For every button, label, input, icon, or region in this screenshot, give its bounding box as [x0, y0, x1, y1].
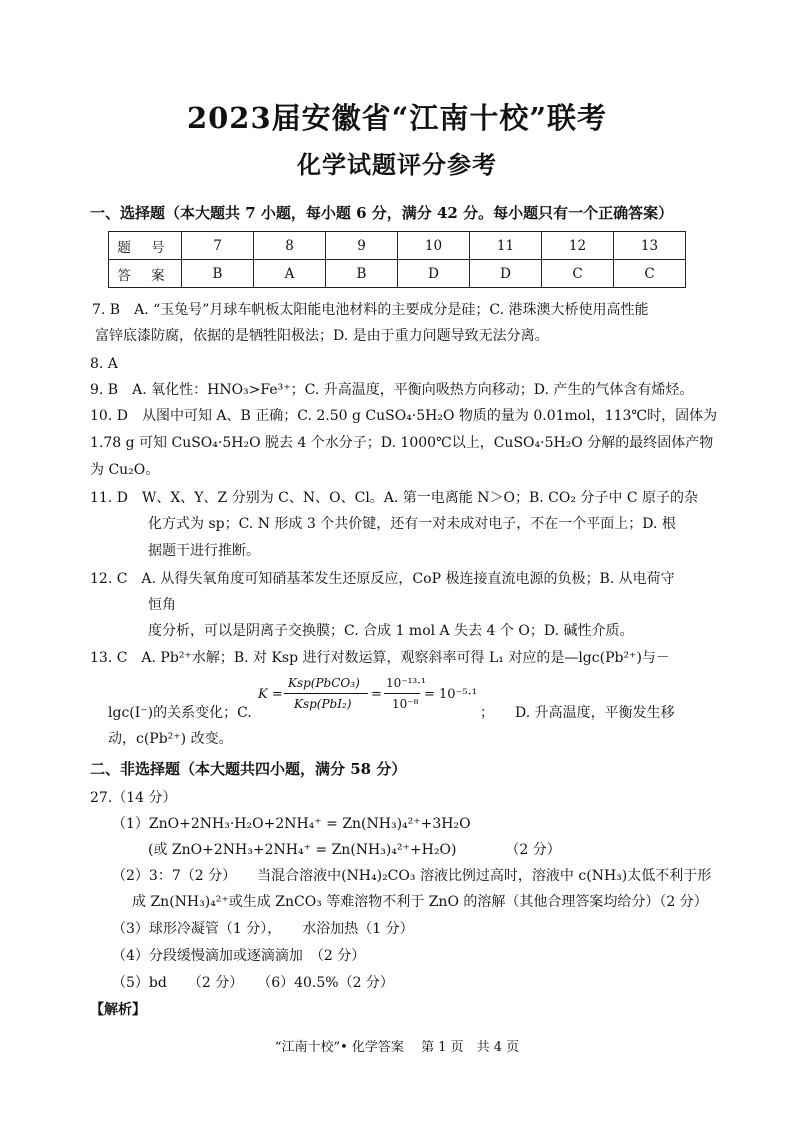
text-line: 13. C A. Pb²⁺水解；B. 对 Ksp 进行对数运算，观察斜率可得 L₁ 对应的是—lgc(Pb²⁺)与－ [90, 650, 670, 666]
formula-lhs: K = [258, 687, 283, 702]
text-line: ； D. 升高温度，平衡发生移 [480, 705, 675, 721]
q27-line: （1）ZnO+2NH₃·H₂O+2NH₄⁺ = Zn(NH₃)₄²⁺+3H₂O [112, 816, 471, 832]
q27-line: （3）球形冷凝管（1 分）， 水浴加热（1 分） [112, 921, 414, 937]
text-line: 1.78 g 可知 CuSO₄·5H₂O 脱去 4 个水分子；D. 1000℃以上，CuSO₄·5H₂O 分解的最终固体产物 [90, 435, 714, 451]
analysis-label: 【解析】 [90, 1002, 146, 1018]
fraction-bar [284, 693, 368, 694]
q27-line: 27.（14 分） [90, 790, 177, 806]
table-cell: D [470, 260, 542, 288]
table-cell: 7 [182, 232, 254, 260]
text-line: 7. B A. “玉兔号”月球车帆板太阳能电池材料的主要成分是硅；C. 港珠澳大桥使用高性能 [92, 302, 649, 318]
q27-line: （4）分段缓慢滴加或逐滴滴加 （2 分） [112, 948, 366, 964]
table-cell: 11 [470, 232, 542, 260]
text-line: 富锌底漆防腐，依据的是牺牲阳极法；D. 是由于重力问题导致无法分离。 [95, 328, 549, 344]
text-line: 12. C A. 从得失氧角度可知硝基苯发生还原反应，CoP 极连接直流电源的负极；B. 从电荷守 [90, 571, 675, 587]
q27-line: (或 ZnO+2NH₃+2NH₄⁺ = Zn(NH₃)₄²⁺+H₂O) （2 分） [148, 842, 561, 858]
table-cell: 12 [542, 232, 614, 260]
section-2-heading: 二、非选择题（本大题共四小题，满分 58 分） [90, 760, 407, 778]
text-line: 10. D 从图中可知 A、B 正确；C. 2.50 g CuSO₄·5H₂O 物质的量为 0.01mol，113℃时，固体为 [90, 408, 718, 424]
page-title: 2023届安徽省“江南十校”联考 [186, 101, 608, 135]
table-cell: 9 [326, 232, 398, 260]
page-footer: “江南十校”• 化学答案 第 1 页 共 4 页 [274, 1040, 520, 1055]
text-line: 据题干进行推断。 [148, 543, 260, 559]
formula-denominator-2: 10⁻⁸ [392, 697, 419, 711]
table-cell: A [254, 260, 326, 288]
formula-numerator: Ksp(PbCO₃) [288, 676, 360, 690]
q27-line: （2）3：7（2 分） 当混合溶液中(NH₄)₂CO₃ 溶液比例过高时，溶液中 c(NH₃)太低不利于形 [112, 868, 712, 884]
table-cell: D [398, 260, 470, 288]
q27-line: （5）bd （2 分） （6）40.5%（2 分） [112, 975, 394, 991]
table-header-label: 题 号 [109, 232, 182, 260]
fraction-bar [384, 693, 420, 694]
table-answer-label: 答 案 [109, 260, 182, 288]
table-cell: 8 [254, 232, 326, 260]
text-line: 动，c(Pb²⁺) 改变。 [108, 731, 233, 747]
answer-table [108, 231, 686, 288]
text-line: lgc(I⁻)的关系变化；C. [108, 705, 252, 721]
q27-line: 成 Zn(NH₃)₄²⁺或生成 ZnCO₃ 等难溶物不利于 ZnO 的溶解（其他合理答案均给分）（2 分） [132, 894, 708, 910]
table-cell: B [326, 260, 398, 288]
text-line: 度分析，可以是阴离子交换膜；C. 合成 1 mol A 失去 4 个 O；D. 碱性介质。 [148, 623, 634, 639]
table-cell: C [614, 260, 686, 288]
table-row [109, 260, 686, 288]
text-line: 11. D W、X、Y、Z 分别为 C、N、O、Cl。A. 第一电离能 N＞O；B. CO₂ 分子中 C 原子的杂 [90, 490, 699, 506]
table-cell: C [542, 260, 614, 288]
page-subtitle: 化学试题评分参考 [297, 150, 497, 179]
table-row [109, 232, 686, 260]
formula-denominator: Ksp(PbI₂) [294, 697, 352, 711]
table-cell: 10 [398, 232, 470, 260]
text-line: 为 Cu₂O。 [90, 462, 160, 478]
table-cell: B [182, 260, 254, 288]
text-line: 恒角 [148, 597, 176, 613]
text-line: 9. B A. 氧化性：HNO₃>Fe³⁺；C. 升高温度，平衡向吸热方向移动；D. 产生的气体含有烯烃。 [90, 382, 694, 398]
formula-equals: = [371, 687, 382, 702]
text-line: 8. A [90, 356, 118, 372]
table-cell: 13 [614, 232, 686, 260]
section-1-heading: 一、选择题（本大题共 7 小题，每小题 6 分，满分 42 分。每小题只有一个正确答案） [90, 204, 674, 222]
formula-numerator-2: 10⁻¹³·¹ [386, 676, 426, 690]
text-line: 化方式为 sp；C. N 形成 3 个共价键，还有一对未成对电子，不在一个平面上；D. 根 [148, 516, 676, 532]
formula-rhs: = 10⁻⁵·¹ [424, 687, 477, 702]
